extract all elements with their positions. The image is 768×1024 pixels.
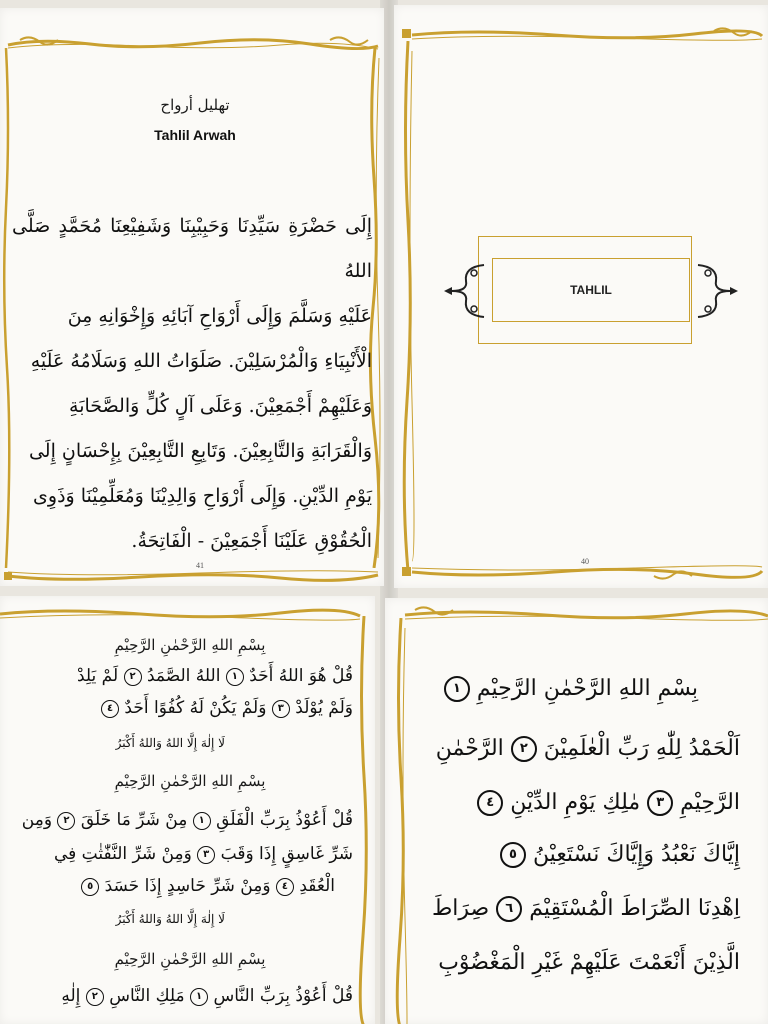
ayah-text: قُلْ أَعُوْذُ بِرَبِّ النَّاسِ (213, 986, 353, 1006)
text-line: إِلَى حَضْرَةِ سَيِّدِنَا وَحَبِيْبِنَا وَشَفِيْعِنَا مُحَمَّدٍ صَلَّى اللهُ (12, 215, 372, 282)
ayah-number-marker: ٢ (124, 668, 142, 686)
text-line: وَالْقَرَابَةِ وَالتَّابِعِيْنَ. وَتَابِعِ التَّابِعِيْنَ بِإِحْسَانٍ إِلَى (28, 440, 372, 462)
left-ornamental-border (393, 618, 409, 1024)
ayah-text: صِرَاطَ (431, 896, 490, 921)
bottom-ornamental-border (0, 568, 384, 586)
ayah-text: اللهُ الصَّمَدُ (146, 666, 221, 686)
ayah-text: لَمْ يَلِدْ (76, 666, 119, 686)
bismillah-ikhlas: بِسْمِ اللهِ الرَّحْمٰنِ الرَّحِيْمِ (114, 636, 266, 654)
ayah-text: إِلٰهِ (61, 986, 81, 1006)
text-line: يَوْمِ الدِّيْنِ. وَإِلَى أَرْوَاحِ وَالِدِيْنَا وَمُعَلِّمِيْنَا وَذَوِى (33, 485, 372, 507)
ayah-text: مَلِكِ النَّاسِ (109, 986, 185, 1006)
fatihah-line-4 (500, 842, 740, 868)
ayah-number-marker: ٢ (86, 988, 104, 1006)
ayah-text: مٰلِكِ يَوْمِ الدِّيْنِ (510, 790, 641, 815)
ayah-text: وَمِنْ شَرِّ حَاسِدٍ إِذَا حَسَدَ (104, 876, 271, 896)
ayah-text: وَمِن (21, 810, 53, 830)
page-number: 41 (196, 561, 204, 570)
left-ornamental-border (400, 41, 416, 571)
tahlil-takbir-line: لَا إِلٰهَ إِلَّا اللهُ وَاللهُ أَكْبَرُ (115, 912, 225, 926)
page-40 (394, 5, 768, 588)
ayah-number-marker: ٦ (496, 896, 522, 922)
ayah-number-marker: ١ (226, 668, 244, 686)
text-line: وَعَلَيْهِمْ أَجْمَعِيْنَ. وَعَلَى آلٍ كُلٍّ وَالصَّحَابَةِ (69, 395, 372, 417)
ayah-text: قُلْ أَعُوْذُ بِرَبِّ الْفَلَقِ (216, 810, 353, 830)
ayah-text: اَلْحَمْدُ لِلّٰهِ رَبِّ الْعٰلَمِيْنَ (543, 736, 740, 761)
page-41 (0, 8, 384, 586)
page-surah-fatihah (385, 598, 768, 1024)
ikhlas-line-1 (77, 666, 353, 686)
ayah-text: وَلَمْ يَكُنْ لَهُ كُفُوًا أَحَدٌ (124, 698, 267, 718)
fatihah-line-1 (444, 676, 698, 702)
falaq-line-1 (22, 810, 353, 830)
ayah-text: الرَّحْمٰنِ (435, 736, 504, 761)
ayah-text: الرَّحِيْمِ (680, 790, 740, 815)
top-ornamental-border (394, 27, 768, 45)
ayah-text: شَرِّ غَاسِقٍ إِذَا وَقَبَ (220, 844, 353, 864)
ayah-text: مِنْ شَرِّ مَا خَلَقَ (80, 810, 188, 830)
ayah-number-marker: ٣ (272, 700, 290, 718)
fatihah-line-6 (438, 950, 740, 975)
bismillah-falaq: بِسْمِ اللهِ الرَّحْمٰنِ الرَّحِيْمِ (114, 772, 266, 790)
nas-line-1 (61, 986, 353, 1006)
ayah-number-marker: ١ (190, 988, 208, 1006)
ayah-text: بِسْمِ اللهِ الرَّحْمٰنِ الرَّحِيْمِ (476, 676, 698, 701)
tahlil-inner-frame (492, 258, 690, 322)
ayah-number-marker: ٢ (511, 736, 537, 762)
ayah-number-marker: ٤ (276, 878, 294, 896)
ikhlas-line-2 (101, 698, 353, 718)
falaq-line-2 (54, 844, 353, 864)
fatihah-line-3 (477, 790, 740, 816)
text-line: الْحُقُوْقِ عَلَيْنَا أَجْمَعِيْنَ - الْفَاتِحَةُ. (131, 530, 372, 552)
right-ornamental-border (356, 616, 372, 1024)
tahlil-takbir-line: لَا إِلٰهَ إِلَّا اللهُ وَاللهُ أَكْبَرُ (115, 736, 225, 750)
ayah-number-marker: ٢ (57, 812, 75, 830)
ayah-text: اِهْدِنَا الصِّرَاطَ الْمُسْتَقِيْمَ (529, 896, 740, 921)
page-surah-ikhlas-falaq-nas (0, 596, 375, 1024)
right-scroll-ornament-icon (692, 259, 738, 323)
ayah-text: الْعُقَدِ (299, 876, 335, 896)
page-number: 40 (581, 557, 589, 566)
ayah-number-marker: ٤ (101, 700, 119, 718)
page-title-arabic: تهليل أرواح (160, 96, 230, 114)
text-line: عَلَيْهِ وَسَلَّمَ وَإِلَى أَرْوَاحِ آبَائِهِ وَإِخْوَانِهِ مِنَ (67, 305, 372, 327)
top-ornamental-border (385, 606, 768, 626)
top-ornamental-border (0, 606, 375, 624)
ayah-number-marker: ٣ (647, 790, 673, 816)
fatihah-line-2 (436, 736, 740, 762)
ayah-number-marker: ٤ (477, 790, 503, 816)
ayah-text: وَلَمْ يُوْلَدْ (295, 698, 353, 718)
ayah-number-marker: ٥ (500, 842, 526, 868)
ayah-number-marker: ٣ (197, 846, 215, 864)
fatihah-line-5 (432, 896, 740, 922)
ayah-number-marker: ١ (193, 812, 211, 830)
ayah-number-marker: ٥ (81, 878, 99, 896)
top-ornamental-border (0, 36, 384, 54)
falaq-line-3 (81, 876, 335, 896)
text-line: الْأَنْبِيَاءِ وَالْمُرْسَلِيْنَ. صَلَوَاتُ اللهِ وَسَلَامُهُ عَلَيْهِ (30, 350, 372, 372)
bismillah-nas: بِسْمِ اللهِ الرَّحْمٰنِ الرَّحِيْمِ (114, 950, 266, 968)
left-scroll-ornament-icon (444, 259, 490, 323)
ayah-text: وَمِنْ شَرِّ النَّفّٰثٰتِ فِي (53, 844, 192, 864)
tahlil-arwah-text (12, 204, 372, 564)
page-title-latin: Tahlil Arwah (154, 127, 236, 143)
tahlil-label: TAHLIL (570, 283, 612, 297)
ayah-number-marker: ١ (444, 676, 470, 702)
ayah-text: قُلْ هُوَ اللهُ أَحَدٌ (249, 666, 353, 686)
ayah-text: إِيَّاكَ نَعْبُدُ وَإِيَّاكَ نَسْتَعِيْنُ (532, 842, 740, 867)
ayah-text: الَّذِيْنَ أَنْعَمْتَ عَلَيْهِمْ غَيْرِ الْمَغْضُوْبِ (438, 950, 740, 975)
